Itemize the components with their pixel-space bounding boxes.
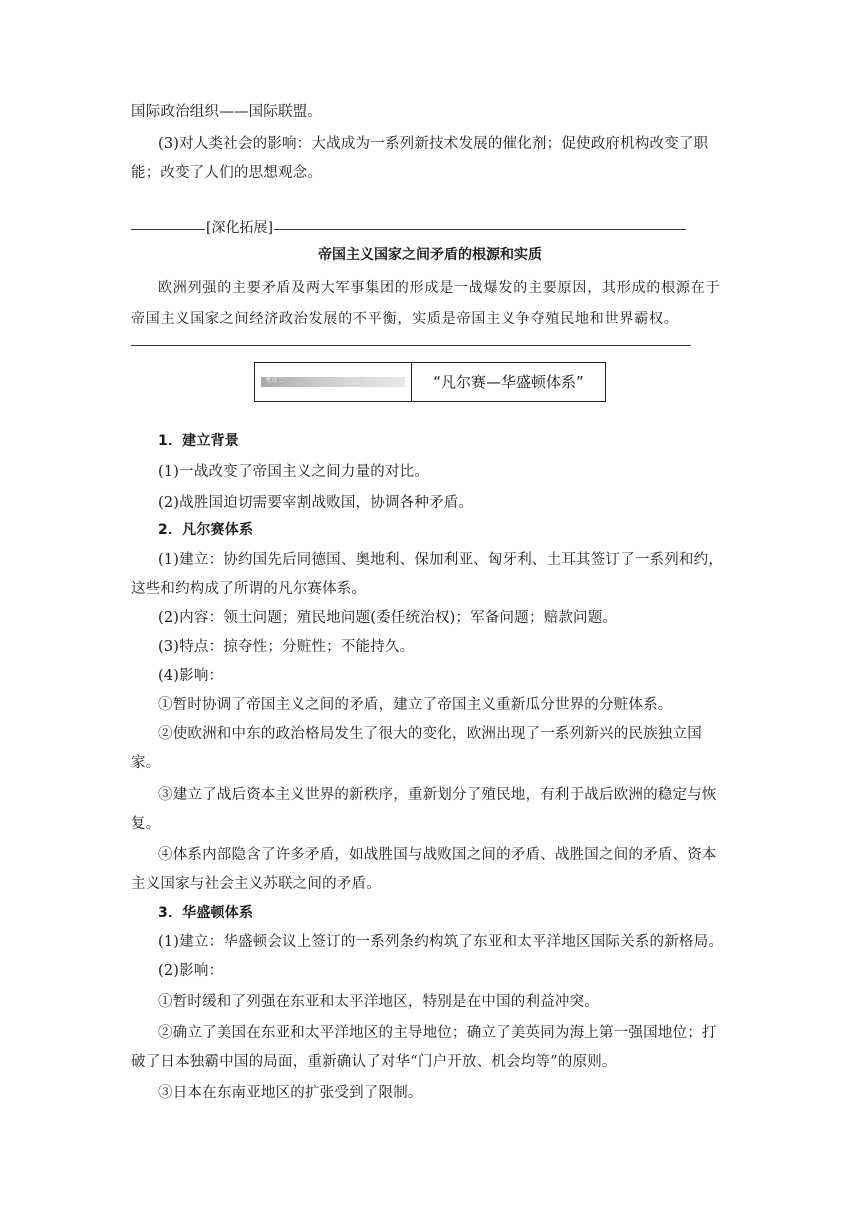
topic-title: “凡尔赛—华盛顿体系” <box>433 373 584 391</box>
body-line: ③日本在东南亚地区的扩张受到了限制。 <box>158 1085 423 1101</box>
expansion-tag: [深化拓展] <box>206 220 273 236</box>
body-line: (2)内容：领土问题；殖民地问题(委任统治权)；军备问题；赔款问题。 <box>158 610 618 626</box>
body-line: (2)战胜国迫切需要宰割战败国，协调各种矛盾。 <box>158 495 474 511</box>
intro-line-1: 国际政治组织——国际联盟。 <box>131 104 323 120</box>
expansion-title: 帝国主义国家之间矛盾的根源和实质 <box>318 247 542 263</box>
body-line: ①暂时协调了帝国主义之间的矛盾，建立了帝国主义重新瓜分世界的分赃体系。 <box>158 697 673 713</box>
topic-header-box <box>254 362 606 402</box>
expansion-line-2: 帝国主义国家之间经济政治发展的不平衡，实质是帝国主义争夺殖民地和世界霸权。 <box>131 311 679 327</box>
body-line: ③建立了战后资本主义世界的新秩序，重新划分了殖民地，有利于战后欧洲的稳定与恢 <box>158 787 717 803</box>
body-line: (3)特点：掠夺性；分赃性；不能持久。 <box>158 639 415 655</box>
body-line: 家。 <box>131 755 161 771</box>
body-line: (4)影响： <box>158 668 224 684</box>
body-line: ④体系内部隐含了许多矛盾，如战胜国与战败国之间的矛盾、战胜国之间的矛盾、资本 <box>158 847 717 863</box>
body-line: ②使欧洲和中东的政治格局发生了很大的变化，欧洲出现了一系列新兴的民族独立国 <box>158 726 702 742</box>
body-line: ②确立了美国在东亚和太平洋地区的主导地位；确立了美英同为海上第一强国地位；打 <box>158 1025 717 1041</box>
expansion-line-1: 欧洲列强的主要矛盾及两大军事集团的形成是一战爆发的主要原因，其形成的根源在于 <box>158 280 721 296</box>
body-line: 这些和约构成了所谓的凡尔赛体系。 <box>131 581 367 597</box>
body-line: ①暂时缓和了列强在东亚和太平洋地区，特别是在中国的利益冲突。 <box>158 994 599 1010</box>
body-line: (1)建立：华盛顿会议上签订的一系列条约构筑了东亚和太平洋地区国际关系的新格局。 <box>158 934 724 950</box>
expansion-bottom-rule <box>131 345 691 346</box>
section-heading: 2．凡尔赛体系 <box>158 522 254 538</box>
body-line: (1)建立：协约国先后同德国、奥地利、保加利亚、匈牙利、土耳其签订了一系列和约， <box>158 552 724 568</box>
body-line: 破了日本独霸中国的局面，重新确认了对华“门户开放、机会均等”的原则。 <box>131 1054 617 1070</box>
body-line: (1)一战改变了帝国主义之间力量的对比。 <box>158 464 430 480</box>
topic-label: 考点二 <box>265 377 284 384</box>
section-heading: 3．华盛顿体系 <box>158 905 254 921</box>
topic-label-strip <box>261 377 405 387</box>
body-line: 复。 <box>131 816 161 832</box>
intro-line-3: 能；改变了人们的思想观念。 <box>131 165 323 181</box>
body-line: 主义国家与社会主义苏联之间的矛盾。 <box>131 876 381 892</box>
body-line: (2)影响： <box>158 963 224 979</box>
topic-label-cell <box>255 363 412 401</box>
intro-line-2: (3)对人类社会的影响：大战成为一系列新技术发展的催化剂；促使政府机构改变了职 <box>158 136 709 152</box>
section-heading: 1．建立背景 <box>158 433 239 449</box>
